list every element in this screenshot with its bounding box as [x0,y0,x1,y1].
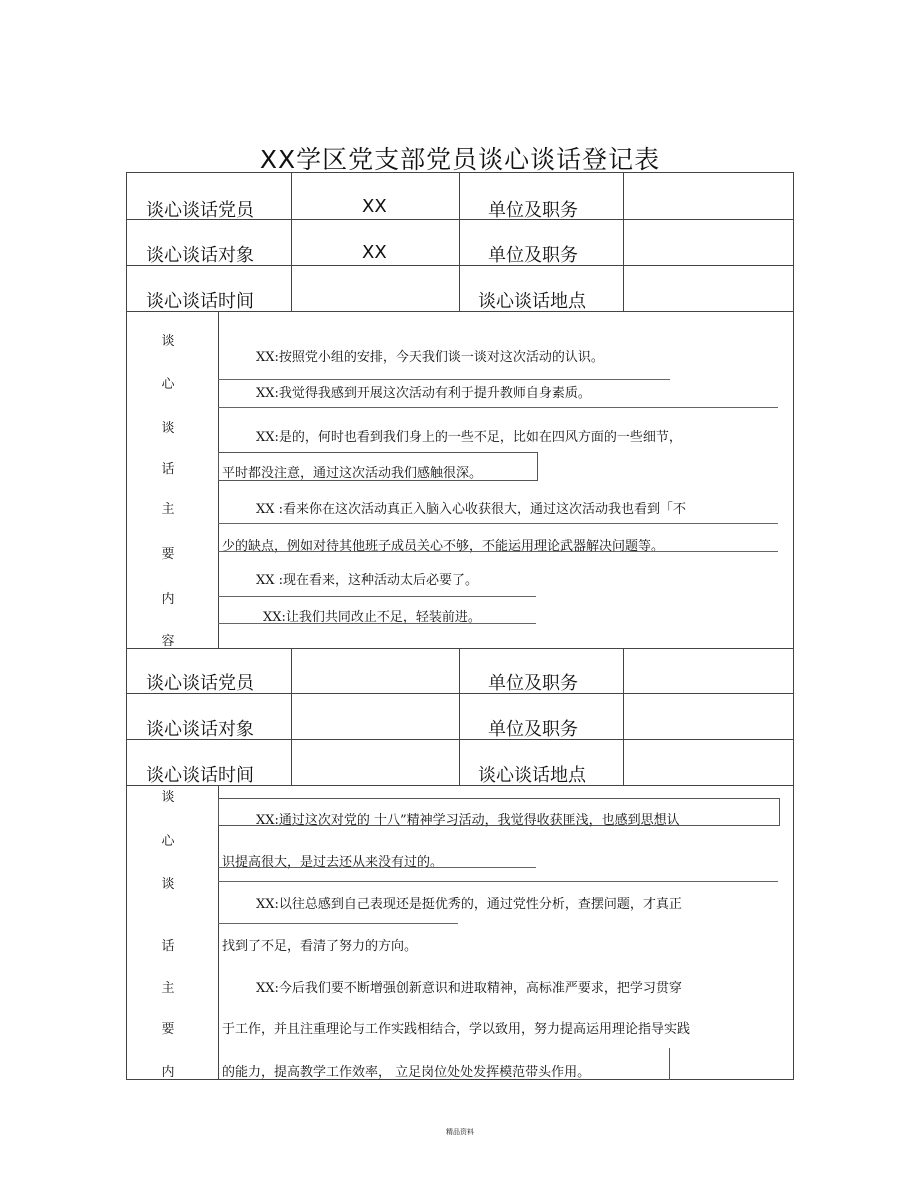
content-line: XX:我觉得我感到开展这次活动有利于提升教师自身素质。 [256,386,591,401]
col-divider [218,785,219,1080]
unit-position-label: 单位及职务 [488,673,578,694]
content-label-char: 要 [161,547,175,562]
content-line: 识提高很大，是过去还从来没有过的。 [222,855,444,870]
content-line: XX:是的，何时也看到我们身上的一些不足，比如在四风方面的一些细节， [256,430,682,445]
content-label-char: 谈 [161,790,175,805]
underline [218,379,670,380]
col-divider [623,173,624,311]
unit-position-label: 单位及职务 [488,200,578,221]
page-title: XX学区党支部党员谈心谈话登记表 [259,145,661,174]
underline [218,623,536,624]
member-value: XX [362,196,387,217]
column-mark [669,1048,670,1080]
content-line: 于工作，并且注重理论与工作实践相结合，学以致用，努力提高运用理论指导实践 [222,1022,691,1037]
location-label: 谈心谈话地点 [478,765,586,786]
col-divider [623,648,624,785]
underline [218,881,778,882]
content-line: 的能力，提高教学工作效率， 立足岗位处处发挥模范带头作用。 [222,1065,591,1080]
content-label-char: 谈 [161,421,175,436]
content-label-char: 内 [161,1065,175,1080]
underline [218,596,536,597]
unit-position-label: 单位及职务 [488,245,578,266]
content-line: XX:今后我们要不断增强创新意识和进取精神，高标准严要求，把学习贯穿 [256,981,682,996]
content-label-char: 话 [161,939,175,954]
content-line: 找到了不足，看清了努力的方向。 [222,939,418,954]
content-line: XX :现在看来，这种活动太后必要了。 [256,573,479,588]
content-line: XX:让我们共同改止不足，轻装前进。 [263,610,481,625]
underline [218,867,536,868]
target-label: 谈心谈话对象 [146,719,254,740]
time-label: 谈心谈话时间 [146,765,254,786]
content-line: XX:按照党小组的安排，今天我们谈一谈对这次活动的认识。 [256,350,604,365]
member-label: 谈心谈话党员 [146,673,254,694]
col-divider [291,648,292,785]
underline [218,407,778,408]
content-label-char: 心 [161,377,175,392]
row-divider [127,648,793,649]
col-divider [291,173,292,311]
content-line: XX:通过这次对党的 十八”精神学习活动，我觉得收获匪浅，也感到思想认 [256,813,680,828]
content-label-char: 要 [161,1022,175,1037]
member-label: 谈心谈话党员 [146,200,254,221]
content-label-char: 主 [161,502,175,517]
col-divider [459,648,460,785]
content-label-char: 心 [161,834,175,849]
underline [218,523,778,524]
content-line: XX :看来你在这次活动真正入脑入心收获很大，通过这次活动我也看到「不 [256,502,687,517]
content-line: 少的缺点，例如对待其他班子成员关心不够，不能运用理论武器解决问题等。 [222,539,665,554]
footer-note: 精品资料 [446,1128,474,1136]
underline [218,923,458,924]
location-label: 谈心谈话地点 [478,291,586,312]
content-label-char: 内 [161,592,175,607]
time-label: 谈心谈话时间 [146,291,254,312]
content-line: 平时都没注意，通过这次活动我们感触很深。 [222,466,483,481]
underline [218,551,778,552]
unit-position-label: 单位及职务 [488,719,578,740]
content-label-char: 谈 [161,877,175,892]
content-label-char: 谈 [161,334,175,349]
content-label-char: 主 [161,981,175,996]
target-value: XX [362,242,387,263]
col-divider [459,173,460,311]
content-line: XX:以往总感到自己表现还是挺优秀的，通过党性分析，查摆问题，才真正 [256,897,682,912]
target-label: 谈心谈话对象 [146,245,254,266]
content-label-char: 话 [161,462,175,477]
content-label-char: 容 [161,634,175,649]
